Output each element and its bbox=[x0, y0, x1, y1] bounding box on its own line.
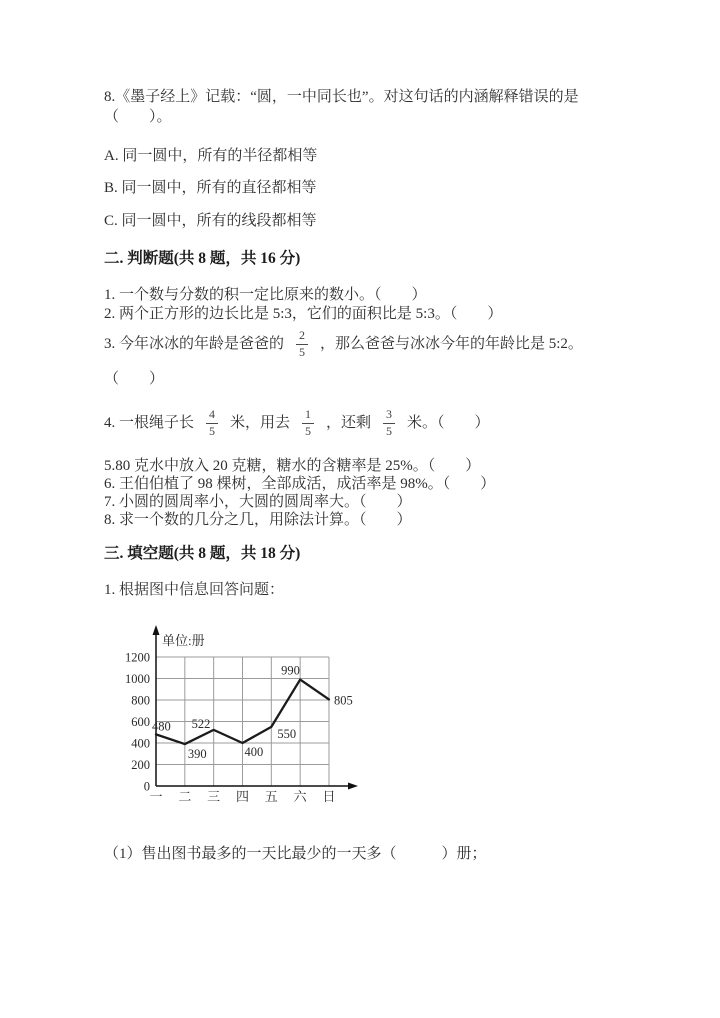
section3-header: 三. 填空题(共 8 题，共 18 分) bbox=[104, 545, 301, 562]
judge-item-6: 6. 王伯伯植了 98 棵树，全部成活，成活率是 98%。（ ） bbox=[104, 476, 496, 492]
data-point-label: 805 bbox=[333, 693, 353, 708]
judge-item-3 bbox=[104, 329, 583, 360]
text-segment: 米，用去 bbox=[230, 415, 291, 432]
book-sales-line-chart bbox=[118, 624, 364, 808]
judge-item-8: 8. 求一个数的几分之几，用除法计算。（ ） bbox=[104, 512, 412, 528]
judge-item-1: 1. 一个数与分数的积一定比原来的数小。（ ） bbox=[104, 287, 427, 303]
fraction: $\frac{1}{5}$ bbox=[302, 408, 314, 439]
data-point-label: 480 bbox=[152, 719, 171, 734]
fill-item-1-sub1: （1）售出图书最多的一天比最少的一天多（ ）册； bbox=[104, 846, 487, 862]
y-tick-label: 0 bbox=[143, 779, 150, 794]
line-chart-svg bbox=[118, 624, 364, 808]
y-tick-label: 400 bbox=[131, 736, 150, 751]
data-point-label: 400 bbox=[244, 745, 264, 759]
y-tick-label: 1200 bbox=[125, 650, 150, 665]
y-tick-label: 800 bbox=[131, 693, 150, 708]
fraction: $\frac{3}{5}$ bbox=[383, 408, 395, 439]
x-tick-label: 四 bbox=[235, 789, 249, 804]
x-tick-label: 一 bbox=[149, 789, 163, 804]
question8-option-a: A. 同一圆中，所有的半径都相等 bbox=[104, 148, 318, 164]
text-segment: 3. 今年冰冰的年龄是爸爸的 bbox=[104, 336, 285, 353]
text-segment: 米。（ ） bbox=[407, 415, 490, 432]
judge-item-4 bbox=[104, 408, 490, 439]
x-tick-label: 日 bbox=[322, 789, 336, 804]
text-segment: ，还剩 bbox=[326, 415, 372, 432]
unit-label: 单位:册 bbox=[162, 633, 205, 648]
question8-option-c: C. 同一圆中，所有的线段都相等 bbox=[104, 213, 317, 229]
data-point-label: 390 bbox=[187, 747, 207, 762]
question8-stem-line1: 8.《墨子经上》记载：“圆，一中同长也”。对这句话的内涵解释错误的是 bbox=[104, 89, 579, 105]
x-tick-label: 二 bbox=[178, 789, 192, 804]
judge-item-2: 2. 两个正方形的边长比是 5:3，它们的面积比是 5:3。（ ） bbox=[104, 306, 503, 322]
x-tick-label: 六 bbox=[293, 789, 307, 804]
y-tick-label: 1000 bbox=[125, 672, 150, 686]
text-segment: ，那么爸爸与冰冰今年的年龄比是 5:2。 bbox=[320, 336, 583, 353]
x-tick-label: 三 bbox=[207, 789, 221, 804]
question8-stem-line2: （ ）。 bbox=[104, 109, 172, 125]
data-point-label: 522 bbox=[191, 716, 211, 731]
fraction: $\frac{2}{5}$ bbox=[296, 329, 308, 360]
text-segment: 4. 一根绳子长 bbox=[104, 415, 195, 432]
x-tick-label: 五 bbox=[264, 789, 278, 804]
question8-option-b: B. 同一圆中，所有的直径都相等 bbox=[104, 180, 317, 196]
y-tick-label: 600 bbox=[131, 715, 150, 729]
x-axis-arrow-icon bbox=[348, 783, 358, 790]
judge-item-7: 7. 小圆的圆周率小，大圆的圆周率大。（ ） bbox=[104, 494, 412, 510]
data-point-label: 550 bbox=[277, 726, 297, 741]
fraction: $\frac{4}{5}$ bbox=[206, 408, 218, 439]
section2-header: 二. 判断题(共 8 题，共 16 分) bbox=[104, 250, 301, 267]
y-tick-label: 200 bbox=[131, 758, 150, 772]
fill-item-1-intro: 1. 根据图中信息回答问题： bbox=[104, 582, 285, 598]
data-point-label: 990 bbox=[281, 663, 300, 678]
judge-item-5: 5.80 克水中放入 20 克糖，糖水的含糖率是 25%。（ ） bbox=[104, 458, 481, 474]
judge-item-3-blank: （ ） bbox=[104, 371, 165, 387]
y-axis-arrow-icon bbox=[153, 625, 160, 635]
